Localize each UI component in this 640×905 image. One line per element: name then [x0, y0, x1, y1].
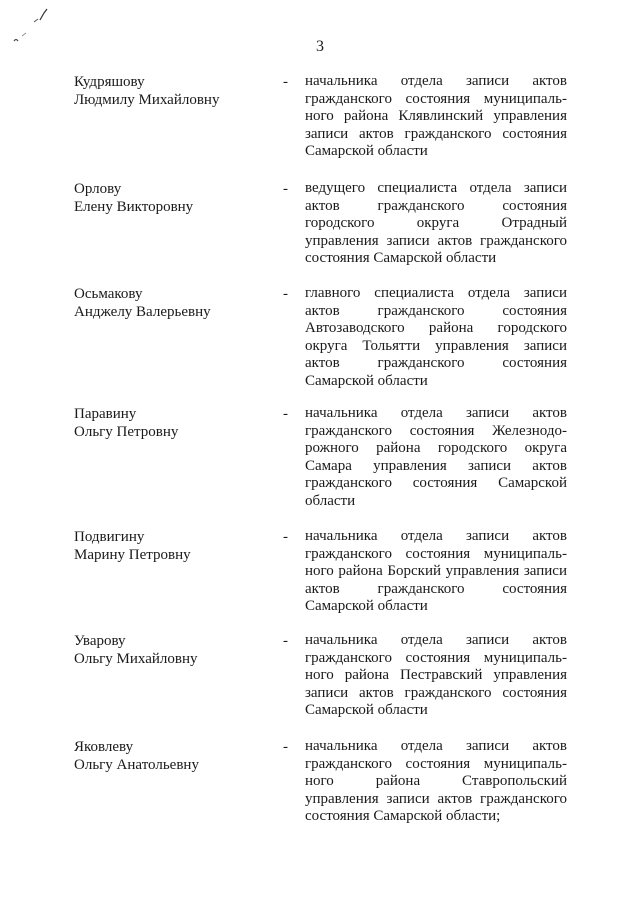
dash: - — [283, 406, 288, 422]
position-description: начальника отдела записи актов гражданского состояния муниципального района Ставропольский управления записи актов гражданского состояния Самарской области; — [305, 738, 567, 825]
position-description: главного специалиста отдела записи актов гражданского состояния Автозаводского района городского округа Тольятти управления записи актов гражданского состояния Самарской области — [305, 285, 567, 389]
person-name — [74, 180, 274, 216]
dash: - — [283, 286, 288, 302]
position-description: ведущего специалиста отдела записи актов гражданского состояния городского округа Отрадный управления записи актов гражданского состояния Самарской области — [305, 180, 567, 267]
position-description: начальника отдела записи актов гражданского состояния муниципального района Клявлинский управления записи актов гражданского состояния Самарской области — [305, 73, 567, 160]
given-names: Анджелу Валерьевну — [74, 304, 211, 320]
position-description: начальника отдела записи актов гражданского состояния Железнодорожного района городского округа Самара управления записи актов гражданского состояния Самарской области — [305, 405, 567, 509]
dash: - — [283, 739, 288, 755]
person-name — [74, 405, 274, 441]
surname: Кудряшову — [74, 74, 145, 90]
person-name — [74, 285, 274, 321]
person-name — [74, 738, 274, 774]
dash: - — [283, 74, 288, 90]
dash: - — [283, 529, 288, 545]
surname: Орлову — [74, 181, 122, 197]
position-description: начальника отдела записи актов гражданского состояния муниципального района Пестравский управления записи актов гражданского состояния Самарской области — [305, 632, 567, 719]
given-names: Елену Викторовну — [74, 199, 194, 215]
given-names: Марину Петровну — [74, 547, 191, 563]
given-names: Ольгу Петровну — [74, 424, 179, 440]
person-name — [74, 528, 274, 564]
dash: - — [283, 181, 288, 197]
given-names: Ольгу Михайловну — [74, 651, 198, 667]
surname: Подвигину — [74, 529, 145, 545]
given-names: Людмилу Михайловну — [74, 92, 220, 108]
surname: Уварову — [74, 633, 126, 649]
given-names: Ольгу Анатольевну — [74, 757, 199, 773]
surname: Осьмакову — [74, 286, 143, 302]
dash: - — [283, 633, 288, 649]
page-number: 3 — [316, 38, 324, 55]
person-name — [74, 632, 274, 668]
surname: Паравину — [74, 406, 137, 422]
surname: Яковлеву — [74, 739, 134, 755]
person-name — [74, 73, 274, 109]
position-description: начальника отдела записи актов гражданского состояния муниципального района Борский управления записи актов гражданского состояния Самарской области — [305, 528, 567, 615]
